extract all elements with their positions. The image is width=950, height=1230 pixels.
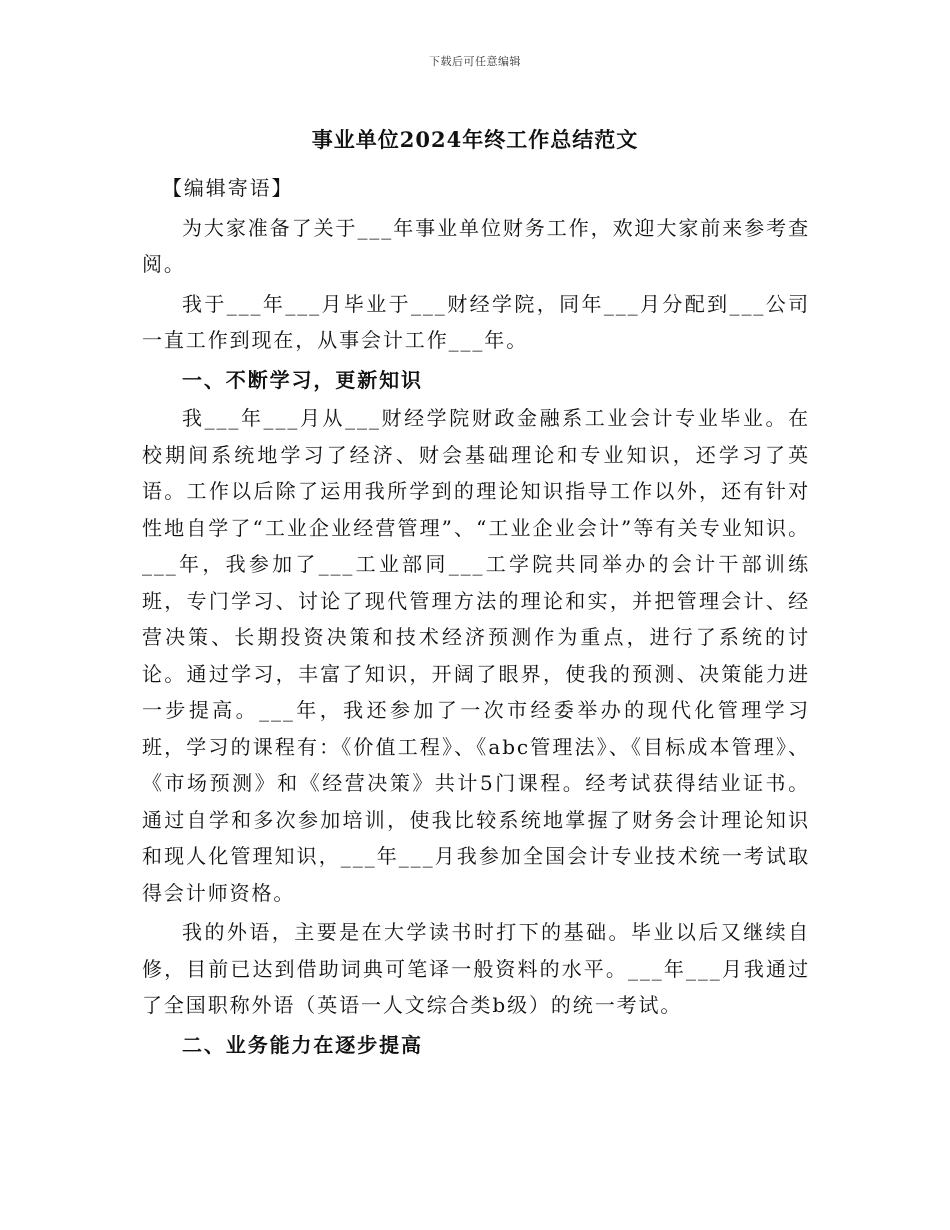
paragraph-learning: 我___年___月从___财经学院财政金融系工业会计专业毕业。在校期间系统地学习了经济、财会基础理论和专业知识，还学习了英语。工作以后除了运用我所学到的理论知识指导工作以外，还有针对性地自学了“工业企业经营管理”、“工业企业会计”等有关专业知识。___年，我参加了___工业部同___工学院共同举办的会计干部训练班，专门学习、讨论了现代管理方法的理论和实，并把管理会计、经营决策、长期投资决策和技术经济预测作为重点，进行了系统的讨论。通过学习，丰富了知识，开阔了眼界，使我的预测、决策能力进一步提高。___年，我还参加了一次市经委举办的现代化管理学习班，学习的课程有：《价值工程》、《abc管理法》、《目标成本管理》、《市场预测》和《经营决策》共计5门课程。经考试获得结业证书。通过自学和多次参加培训，使我比较系统地掌握了财务会计理论知识和现人化管理知识，___年___月我参加全国会计专业技术统一考试取得会计师资格。	[142, 406, 810, 905]
section-heading-one: 一、不断学习，更新知识	[182, 367, 423, 392]
paragraph-intro: 为大家准备了关于___年事业单位财务工作，欢迎大家前来参考查阅。	[142, 215, 810, 276]
document-title: 事业单位2024年终工作总结范文	[311, 127, 639, 152]
paragraph-foreign-language: 我的外语，主要是在大学读书时打下的基础。毕业以后又继续自修，目前已达到借助词典可笔译一般资料的水平。___年___月我通过了全国职称外语（英语一人文综合类b级）的统一考试。	[142, 920, 810, 1017]
document-body	[142, 170, 810, 1065]
paragraph-background: 我于___年___月毕业于___财经学院，同年___月分配到___公司一直工作到现在，从事会计工作___年。	[142, 291, 810, 352]
header-note: 下载后可任意编辑	[429, 55, 521, 68]
editor-label: 【编辑寄语】	[162, 176, 294, 200]
section-heading-two: 二、业务能力在逐步提高	[182, 1032, 423, 1057]
